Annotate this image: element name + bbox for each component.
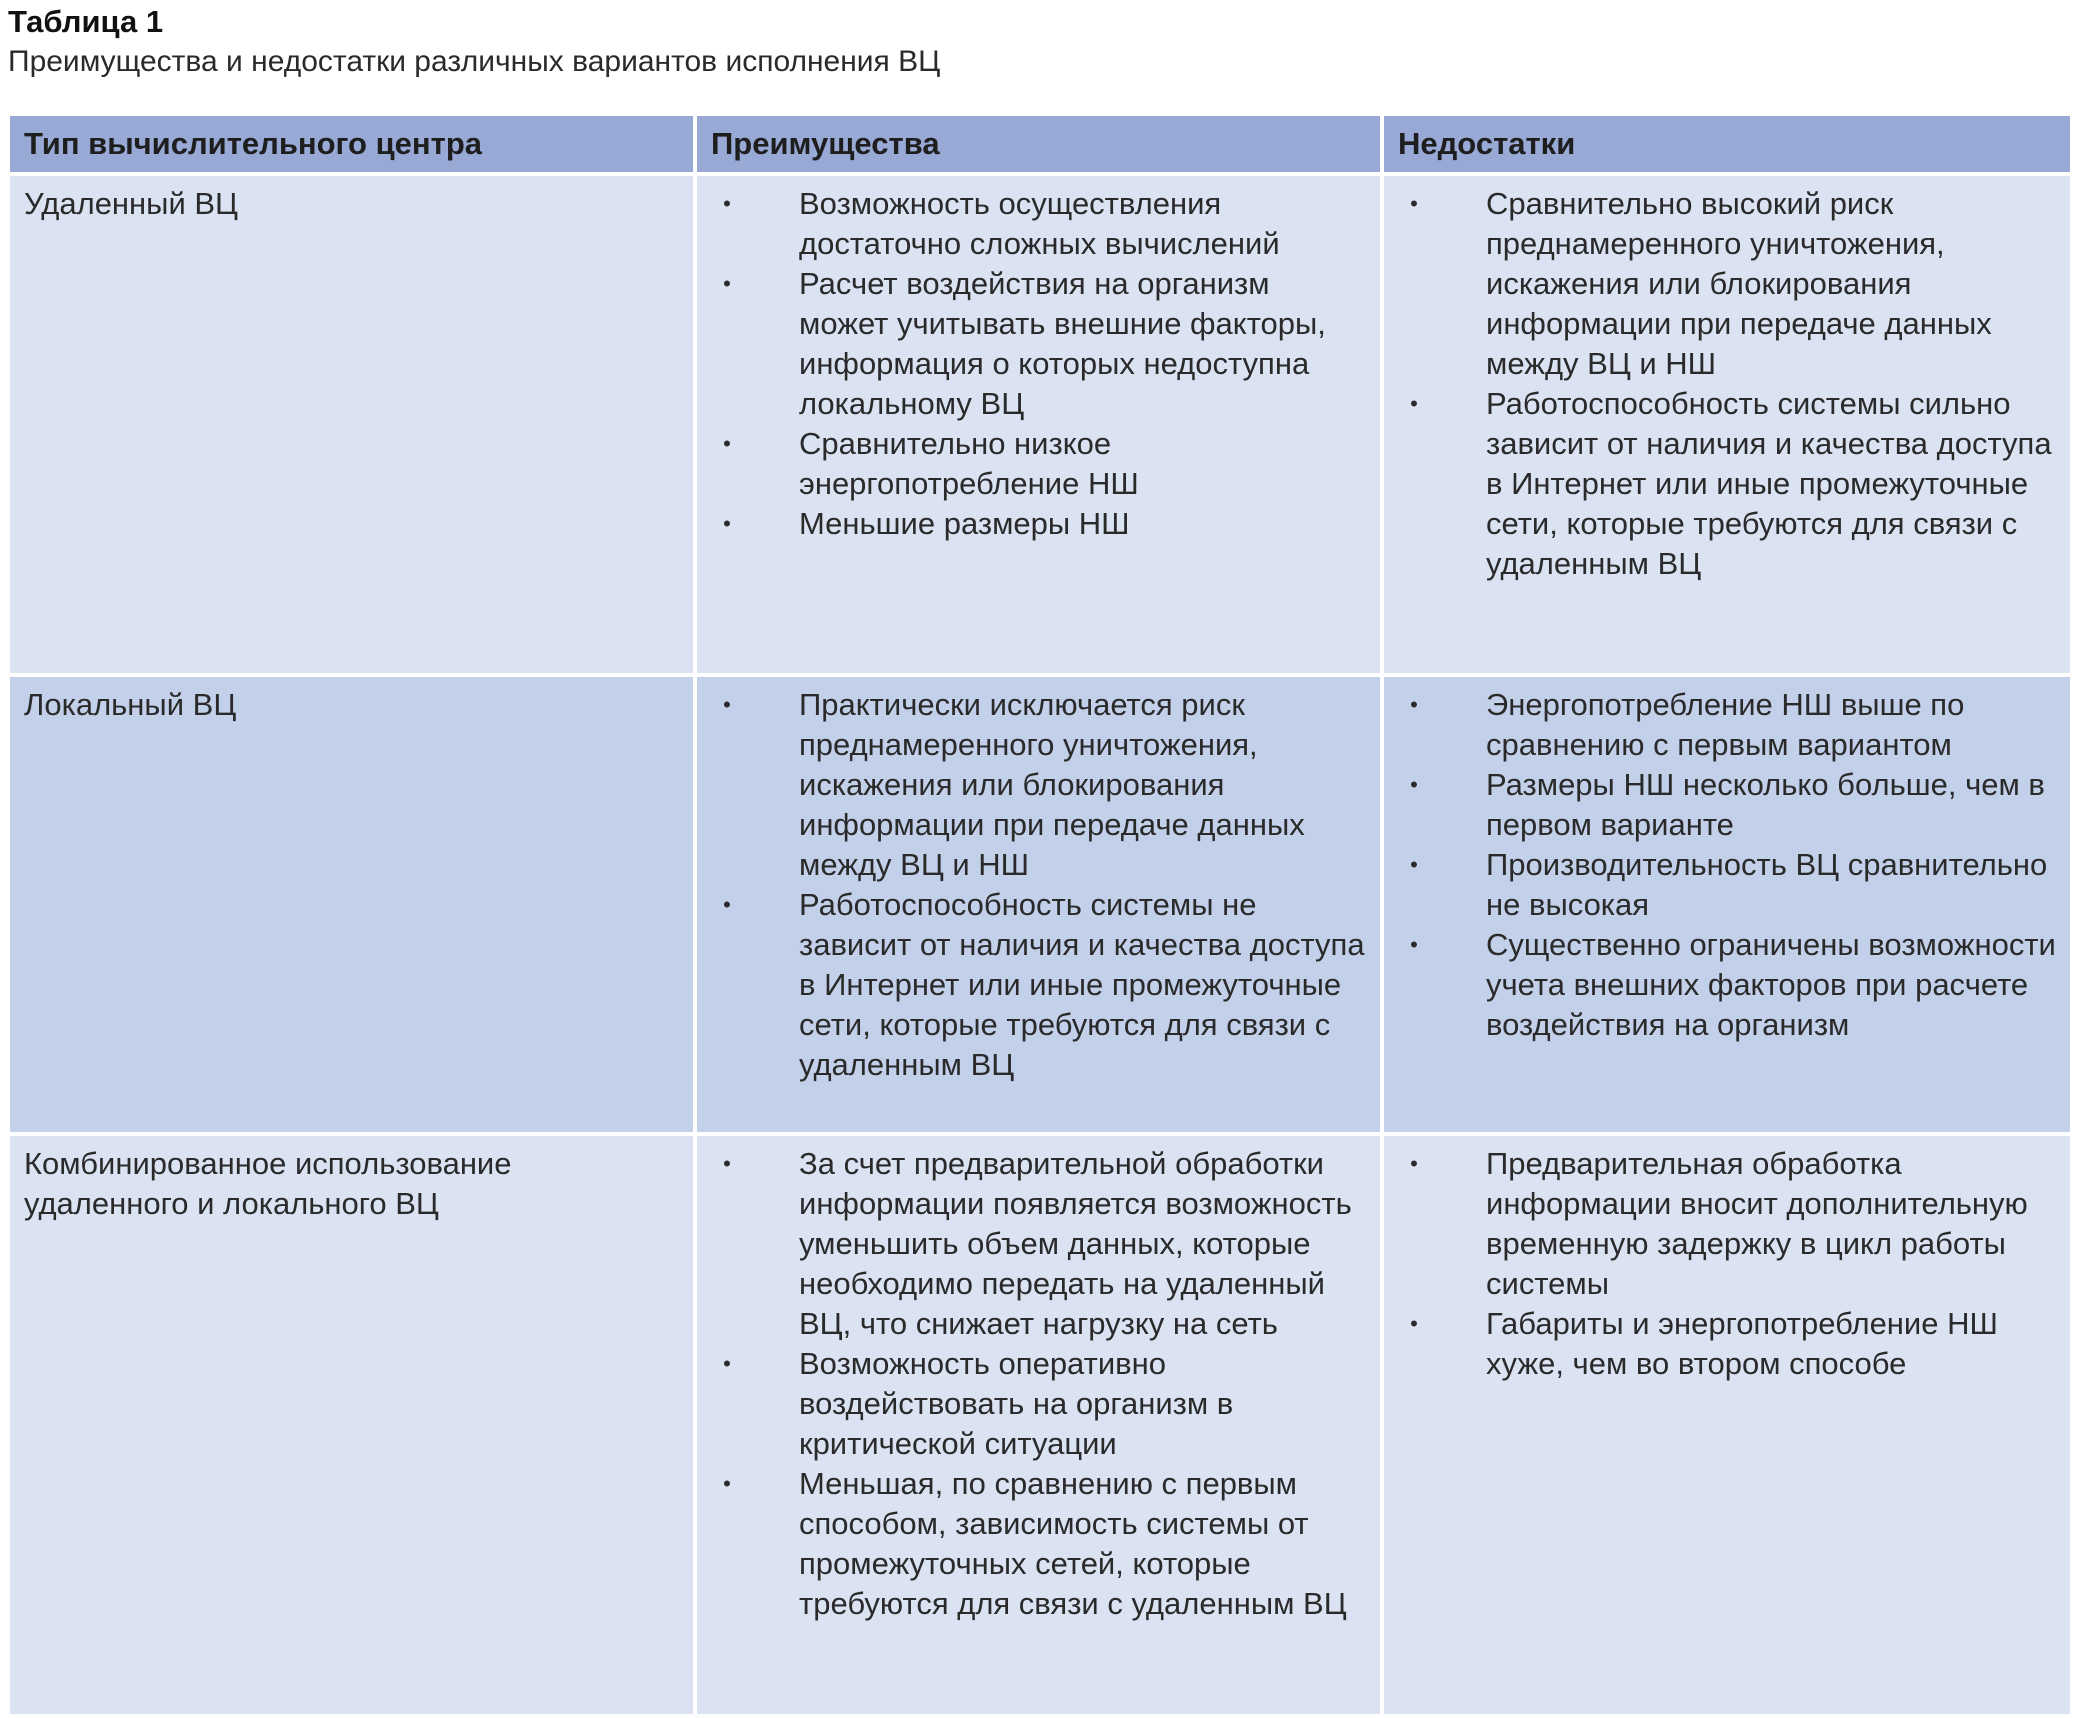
table-row xyxy=(10,176,2070,677)
list-item: • Существенно ограничены возможности учета внешних факторов при расчете воздействия на организм xyxy=(1398,925,2056,1045)
advantages-cell xyxy=(697,677,1384,1132)
bullet-icon: • xyxy=(723,1471,731,1496)
table-subtitle: Преимущества и недостатки различных вариантов исполнения ВЦ xyxy=(8,45,941,78)
bullet-icon: • xyxy=(723,892,731,917)
list-item: • Работоспособность системы не зависит от наличия и качества доступа в Интернет или иные промежуточные сети, которые требуются для связи с удаленным ВЦ xyxy=(711,885,1366,1085)
disadvantages-cell xyxy=(1384,1136,2070,1714)
list-item: • За счет предварительной обработки информации появляется возможность уменьшить объем данных, которые необходимо передать на удаленный ВЦ, что снижает нагрузку на сеть xyxy=(711,1144,1366,1344)
bullet-icon: • xyxy=(1410,391,1418,416)
header-disadvantages: Недостатки xyxy=(1384,116,2070,172)
bullet-icon: • xyxy=(1410,932,1418,957)
list-item: • Размеры НШ несколько больше, чем в первом варианте xyxy=(1398,765,2056,845)
list-item: • Энергопотребление НШ выше по сравнению с первым вариантом xyxy=(1398,685,2056,765)
list-item: • Практически исключается риск преднамеренного уничтожения, искажения или блокирования информации при передаче данных между ВЦ и НШ xyxy=(711,685,1366,885)
list-item: • Работоспособность системы сильно зависит от наличия и качества доступа в Интернет или иные промежуточные сети, которые требуются для связи с удаленным ВЦ xyxy=(1398,384,2056,584)
bullet-icon: • xyxy=(723,1151,731,1176)
table-row xyxy=(10,1136,2070,1718)
list-item: • Производительность ВЦ сравнительно не высокая xyxy=(1398,845,2056,925)
advantages-cell xyxy=(697,176,1384,673)
table-header-row xyxy=(10,116,2070,176)
list-item: • Меньшие размеры НШ xyxy=(711,504,1366,544)
comparison-table xyxy=(10,116,2070,1718)
row-type-cell: Удаленный ВЦ xyxy=(10,176,697,673)
bullet-icon: • xyxy=(1410,772,1418,797)
bullet-icon: • xyxy=(723,431,731,456)
list-item: • Возможность оперативно воздействовать на организм в критической ситуации xyxy=(711,1344,1366,1464)
table-title: Таблица 1 xyxy=(8,4,164,39)
bullet-icon: • xyxy=(1410,191,1418,216)
disadvantages-cell xyxy=(1384,677,2070,1132)
advantages-cell xyxy=(697,1136,1384,1714)
list-item: • Предварительная обработка информации вносит дополнительную временную задержку в цикл работы системы xyxy=(1398,1144,2056,1304)
bullet-icon: • xyxy=(1410,1311,1418,1336)
list-item: • Сравнительно низкое энергопотребление НШ xyxy=(711,424,1366,504)
bullet-icon: • xyxy=(1410,852,1418,877)
header-type: Тип вычислительного центра xyxy=(10,116,697,172)
list-item: • Расчет воздействия на организм может учитывать внешние факторы, информация о которых недоступна локальному ВЦ xyxy=(711,264,1366,424)
list-item: • Возможность осуществления достаточно сложных вычислений xyxy=(711,184,1366,264)
list-item: • Сравнительно высокий риск преднамеренного уничтожения, искажения или блокирования информации при передаче данных между ВЦ и НШ xyxy=(1398,184,2056,384)
bullet-icon: • xyxy=(1410,692,1418,717)
bullet-icon: • xyxy=(1410,1151,1418,1176)
table-row xyxy=(10,677,2070,1136)
bullet-icon: • xyxy=(723,271,731,296)
row-type-cell: Локальный ВЦ xyxy=(10,677,697,1132)
bullet-icon: • xyxy=(723,511,731,536)
row-type-cell: Комбинированное использование удаленного и локального ВЦ xyxy=(10,1136,697,1714)
list-item: • Габариты и энергопотребление НШ хуже, чем во втором способе xyxy=(1398,1304,2056,1384)
list-item: • Меньшая, по сравнению с первым способом, зависимость системы от промежуточных сетей, которые требуются для связи с удаленным ВЦ xyxy=(711,1464,1366,1624)
disadvantages-cell xyxy=(1384,176,2070,673)
bullet-icon: • xyxy=(723,191,731,216)
header-advantages: Преимущества xyxy=(697,116,1384,172)
bullet-icon: • xyxy=(723,1351,731,1376)
bullet-icon: • xyxy=(723,692,731,717)
